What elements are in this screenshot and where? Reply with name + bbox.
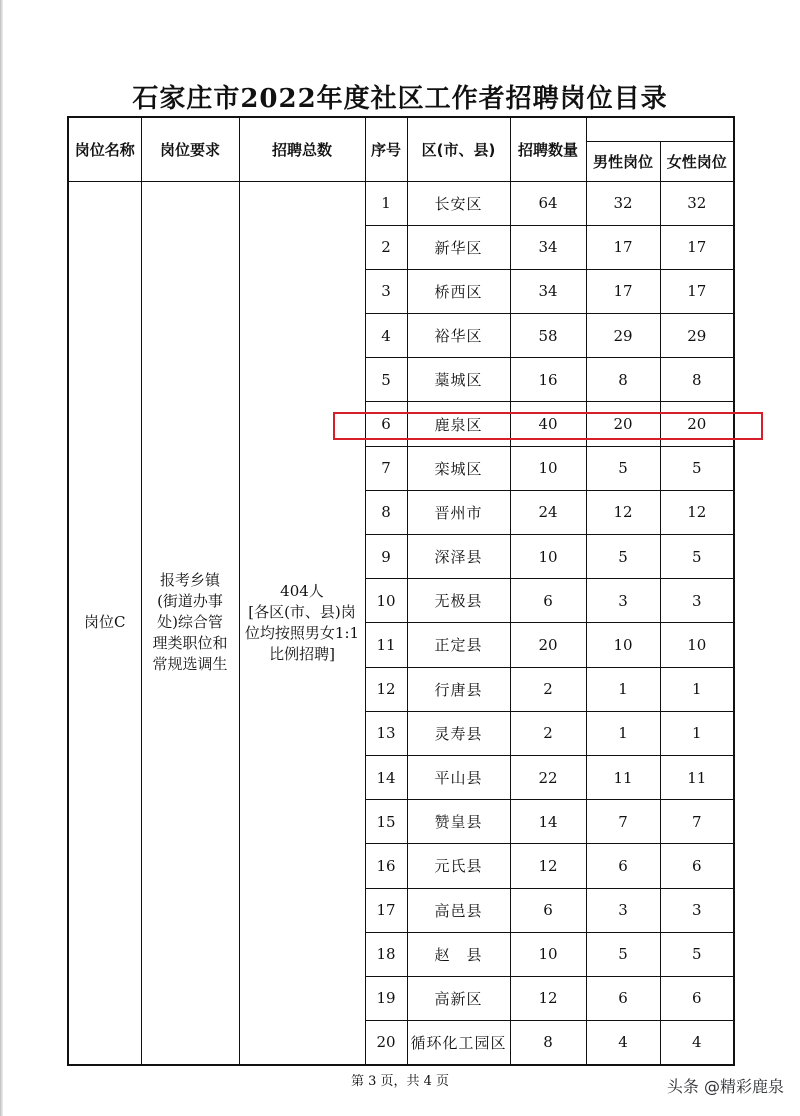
male-count-cell: 5 xyxy=(586,932,660,976)
seq-cell: 17 xyxy=(365,888,407,932)
female-count-cell: 32 xyxy=(660,181,734,225)
male-count-cell: 29 xyxy=(586,314,660,358)
male-count-cell: 5 xyxy=(586,535,660,579)
seq-cell: 12 xyxy=(365,667,407,711)
female-count-cell: 5 xyxy=(660,446,734,490)
page-footer: 第 3 页，共 4 页 xyxy=(350,1074,450,1089)
watermark: 头条 @精彩鹿泉 xyxy=(666,1077,784,1096)
header-seq: 序号 xyxy=(365,117,407,181)
seq-cell: 19 xyxy=(365,976,407,1020)
female-count-cell: 6 xyxy=(660,844,734,888)
header-total: 招聘总数 xyxy=(239,117,365,181)
seq-cell: 14 xyxy=(365,755,407,799)
male-count-cell: 10 xyxy=(586,623,660,667)
quantity-cell: 64 xyxy=(510,181,586,225)
male-count-cell: 1 xyxy=(586,667,660,711)
requirement-cell xyxy=(141,181,239,1065)
seq-cell: 20 xyxy=(365,1021,407,1065)
total-line: 比例招聘] xyxy=(269,644,335,663)
district-cell: 正定县 xyxy=(407,623,510,667)
female-count-cell: 3 xyxy=(660,579,734,623)
district-cell: 新华区 xyxy=(407,225,510,269)
quantity-cell: 8 xyxy=(510,1021,586,1065)
total-line: 404人 xyxy=(280,581,324,600)
district-cell: 无极县 xyxy=(407,579,510,623)
seq-cell: 16 xyxy=(365,844,407,888)
quantity-cell: 12 xyxy=(510,976,586,1020)
seq-cell: 6 xyxy=(365,402,407,446)
recruitment-table xyxy=(67,116,735,1066)
female-count-cell: 6 xyxy=(660,976,734,1020)
female-count-cell: 8 xyxy=(660,358,734,402)
female-count-cell: 4 xyxy=(660,1021,734,1065)
seq-cell: 4 xyxy=(365,314,407,358)
total-cell xyxy=(239,181,365,1065)
seq-cell: 13 xyxy=(365,711,407,755)
male-count-cell: 17 xyxy=(586,269,660,313)
male-count-cell: 12 xyxy=(586,490,660,534)
quantity-cell: 10 xyxy=(510,535,586,579)
seq-cell: 11 xyxy=(365,623,407,667)
requirement-line: 理类职位和 xyxy=(152,634,228,653)
seq-cell: 18 xyxy=(365,932,407,976)
header-district: 区(市、县) xyxy=(407,117,510,181)
quantity-cell: 16 xyxy=(510,358,586,402)
male-count-cell: 6 xyxy=(586,976,660,1020)
district-cell: 藁城区 xyxy=(407,358,510,402)
district-cell: 长安区 xyxy=(407,181,510,225)
header-female: 女性岗位 xyxy=(660,141,734,181)
header-gender-group xyxy=(586,117,734,141)
female-count-cell: 17 xyxy=(660,225,734,269)
quantity-cell: 34 xyxy=(510,225,586,269)
seq-cell: 9 xyxy=(365,535,407,579)
district-cell: 赞皇县 xyxy=(407,800,510,844)
male-count-cell: 7 xyxy=(586,800,660,844)
female-count-cell: 3 xyxy=(660,888,734,932)
district-cell: 深泽县 xyxy=(407,535,510,579)
district-cell: 鹿泉区 xyxy=(407,402,510,446)
district-cell: 裕华区 xyxy=(407,314,510,358)
district-cell: 晋州市 xyxy=(407,490,510,534)
page-edge xyxy=(0,0,3,1116)
quantity-cell: 58 xyxy=(510,314,586,358)
male-count-cell: 20 xyxy=(586,402,660,446)
female-count-cell: 29 xyxy=(660,314,734,358)
district-cell: 循环化工园区 xyxy=(407,1021,510,1065)
quantity-cell: 40 xyxy=(510,402,586,446)
district-cell: 栾城区 xyxy=(407,446,510,490)
seq-cell: 15 xyxy=(365,800,407,844)
seq-cell: 2 xyxy=(365,225,407,269)
seq-cell: 8 xyxy=(365,490,407,534)
requirement-line: (街道办事 xyxy=(157,592,223,611)
seq-cell: 1 xyxy=(365,181,407,225)
quantity-cell: 22 xyxy=(510,755,586,799)
female-count-cell: 20 xyxy=(660,402,734,446)
header-requirement: 岗位要求 xyxy=(141,117,239,181)
female-count-cell: 1 xyxy=(660,667,734,711)
female-count-cell: 17 xyxy=(660,269,734,313)
district-cell: 高邑县 xyxy=(407,888,510,932)
quantity-cell: 34 xyxy=(510,269,586,313)
document-title: 石家庄市2022年度社区工作者招聘岗位目录 xyxy=(132,84,668,114)
district-cell: 灵寿县 xyxy=(407,711,510,755)
header-position-name: 岗位名称 xyxy=(68,117,141,181)
requirement-line: 报考乡镇 xyxy=(159,571,220,590)
total-line: [各区(市、县)岗 xyxy=(248,602,356,621)
seq-cell: 10 xyxy=(365,579,407,623)
quantity-cell: 10 xyxy=(510,446,586,490)
quantity-cell: 10 xyxy=(510,932,586,976)
male-count-cell: 4 xyxy=(586,1021,660,1065)
quantity-cell: 6 xyxy=(510,579,586,623)
requirement-line: 常规选调生 xyxy=(152,655,228,674)
header-male: 男性岗位 xyxy=(586,141,660,181)
male-count-cell: 1 xyxy=(586,711,660,755)
quantity-cell: 14 xyxy=(510,800,586,844)
male-count-cell: 3 xyxy=(586,579,660,623)
quantity-cell: 6 xyxy=(510,888,586,932)
seq-cell: 5 xyxy=(365,358,407,402)
male-count-cell: 5 xyxy=(586,446,660,490)
female-count-cell: 7 xyxy=(660,800,734,844)
female-count-cell: 5 xyxy=(660,535,734,579)
position-name-cell: 岗位C xyxy=(68,181,141,1065)
table-row xyxy=(68,181,734,225)
male-count-cell: 8 xyxy=(586,358,660,402)
male-count-cell: 32 xyxy=(586,181,660,225)
female-count-cell: 12 xyxy=(660,490,734,534)
female-count-cell: 5 xyxy=(660,932,734,976)
district-cell: 平山县 xyxy=(407,755,510,799)
district-cell: 桥西区 xyxy=(407,269,510,313)
district-cell: 赵 县 xyxy=(407,932,510,976)
male-count-cell: 17 xyxy=(586,225,660,269)
header-quantity: 招聘数量 xyxy=(510,117,586,181)
quantity-cell: 2 xyxy=(510,711,586,755)
quantity-cell: 12 xyxy=(510,844,586,888)
male-count-cell: 11 xyxy=(586,755,660,799)
district-cell: 行唐县 xyxy=(407,667,510,711)
highlight-box xyxy=(333,412,763,440)
requirement-line: 处)综合管 xyxy=(157,613,223,632)
quantity-cell: 20 xyxy=(510,623,586,667)
district-cell: 元氏县 xyxy=(407,844,510,888)
female-count-cell: 10 xyxy=(660,623,734,667)
male-count-cell: 6 xyxy=(586,844,660,888)
district-cell: 高新区 xyxy=(407,976,510,1020)
quantity-cell: 24 xyxy=(510,490,586,534)
quantity-cell: 2 xyxy=(510,667,586,711)
seq-cell: 3 xyxy=(365,269,407,313)
male-count-cell: 3 xyxy=(586,888,660,932)
total-line: 位均按照男女1:1 xyxy=(244,623,360,642)
female-count-cell: 11 xyxy=(660,755,734,799)
female-count-cell: 1 xyxy=(660,711,734,755)
seq-cell: 7 xyxy=(365,446,407,490)
